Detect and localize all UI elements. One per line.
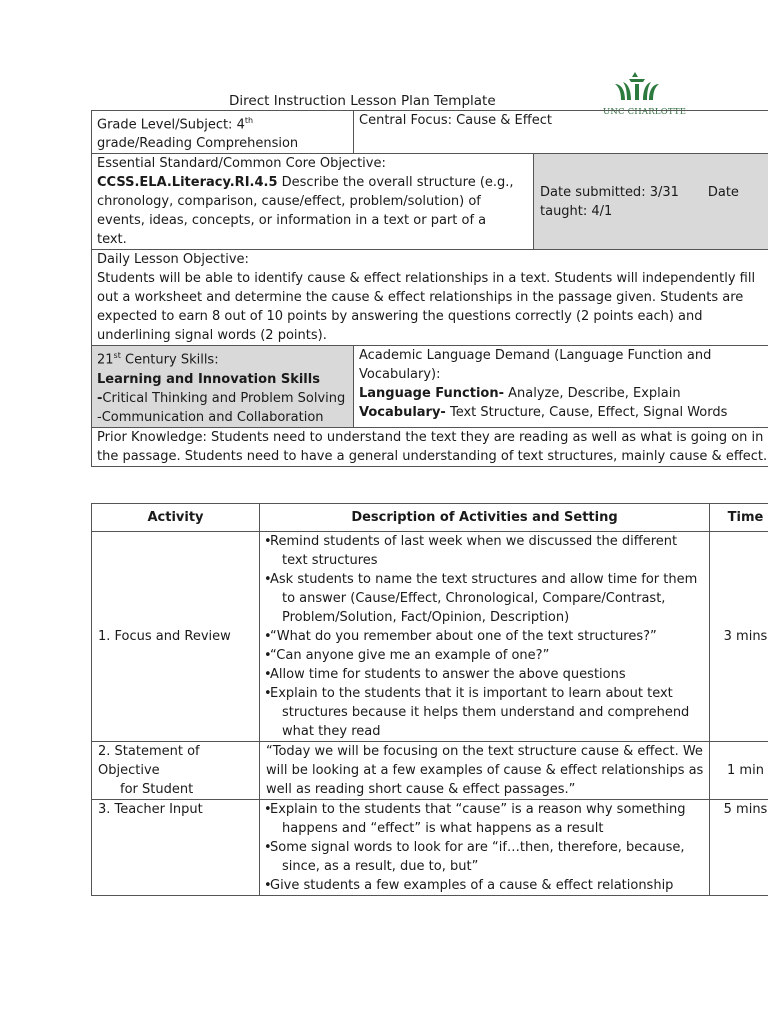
standard-label: Essential Standard/Common Core Objective: <box>97 156 386 172</box>
skill-critical-thinking: Critical Thinking and Problem Solving <box>102 390 346 406</box>
century-label: 21 <box>97 352 114 368</box>
academic-label: Academic Language Demand (Language Function and Vocabulary): <box>359 348 712 383</box>
activities-header-row <box>92 504 768 532</box>
activity-cell <box>92 742 260 800</box>
list-item <box>270 876 705 895</box>
activity-name: 2. Statement of Objective <box>98 744 200 778</box>
vocabulary: Text Structure, Cause, Effect, Signal Words <box>445 405 728 421</box>
description-cell <box>260 742 710 800</box>
grade-sup: th <box>244 116 254 125</box>
activity-name-cont: for Student <box>120 782 194 797</box>
skill1-dash: - <box>97 390 103 406</box>
list-item <box>270 570 705 627</box>
logo-text: UNC CHARLOTTE <box>603 107 687 117</box>
central-focus-cell <box>354 111 768 154</box>
time-value: 1 min <box>727 763 764 778</box>
description-cell <box>260 532 710 742</box>
time-value: 5 mins <box>723 802 768 817</box>
table-row <box>92 800 768 896</box>
date-submitted: Date submitted: 3/31 <box>540 184 679 200</box>
activities-table <box>91 503 768 896</box>
list-item <box>270 532 705 570</box>
bullet-text: • Ask students to name the text structures and allow time for them to answer (Cause/Effect, Chronological, Compare/Contrast, Problem/Solution, Fact/Opinion, Description) <box>270 572 698 625</box>
activity-name: 1. Focus and Review <box>98 629 231 644</box>
bullet-text: • Allow time for students to answer the above questions <box>270 667 626 682</box>
bullet-text: • Remind students of last week when we discussed the different text structures <box>270 534 678 568</box>
time-cell <box>710 532 768 742</box>
table-row <box>92 742 768 800</box>
page-title: Direct Instruction Lesson Plan Template <box>229 93 496 109</box>
grade-cell <box>92 111 354 154</box>
crown-icon <box>607 70 667 106</box>
century-rest: Century Skills: <box>120 352 219 368</box>
grade-label: Grade Level/Subject: 4 <box>97 117 245 133</box>
century-sup: st <box>113 351 121 361</box>
list-item <box>270 665 705 684</box>
bullet-text: • Some signal words to look for are “if…then, therefore, because, since, as a result, due to, but” <box>270 840 685 874</box>
list-item <box>270 800 705 838</box>
bullet-text: • Explain to the students that it is important to learn about text structures because it helps them understand and comprehend what they read <box>270 686 690 739</box>
daily-objective-text: Students will be able to identify cause & effect relationships in a text. Students will independently fill out a worksheet and determine the cause & effect relationships in the passage given. Students are expected to earn 8 out of 10 points by answering the questions correctly (2 points each) and underlining signal words (2 points). <box>97 271 756 344</box>
header-activity: Activity <box>92 504 260 532</box>
academic-language-cell <box>354 346 768 427</box>
header-time: Time <box>710 504 768 532</box>
lesson-info-table <box>91 110 768 467</box>
time-cell <box>710 742 768 800</box>
header-description: Description of Activities and Setting <box>260 504 710 532</box>
activity-cell <box>92 800 260 896</box>
activity-cell <box>92 532 260 742</box>
time-cell <box>710 800 768 896</box>
bullet-text: • “Can anyone give me an example of one?” <box>270 648 550 663</box>
vocabulary-label: Vocabulary- <box>359 405 446 421</box>
language-function: Analyze, Describe, Explain <box>504 386 681 402</box>
list-item <box>270 627 705 646</box>
central-focus: Central Focus: Cause & Effect <box>359 113 552 128</box>
bullet-text: • “What do you remember about one of the text structures?” <box>270 629 657 644</box>
activity-name: 3. Teacher Input <box>98 802 203 817</box>
skill-communication: -Communication and Collaboration <box>97 409 324 425</box>
daily-objective-label: Daily Lesson Objective: <box>97 252 249 268</box>
prior-knowledge-cell <box>92 427 768 466</box>
language-function-label: Language Function- <box>359 386 504 402</box>
prior-knowledge: Prior Knowledge: Students need to understand the text they are reading as well as what is going on in the passage. Students need to have a general understanding of text structures, mainly cause & effect. <box>97 429 768 464</box>
standard-text: Describe the overall structure (e.g., chronology, comparison, cause/effect, problem/solution) of events, ideas, concepts, or information in a text or part of a text. <box>97 175 514 248</box>
description-cell <box>260 800 710 896</box>
list-item <box>270 838 705 876</box>
century-skills-cell <box>92 346 354 427</box>
grade-subject: grade/Reading Comprehension <box>97 136 299 152</box>
list-item <box>270 646 705 665</box>
time-value: 3 mins <box>723 629 768 644</box>
bullet-text: • Give students a few examples of a cause & effect relationship <box>270 878 674 893</box>
dates-cell <box>534 154 768 250</box>
standard-cell <box>92 154 534 250</box>
skills-heading: Learning and Innovation Skills <box>97 371 320 387</box>
date-taught: Date taught: 4/1 <box>540 184 739 219</box>
standard-code: CCSS.ELA.Literacy.RI.4.5 <box>97 175 278 191</box>
bullet-text: • Explain to the students that “cause” is a reason why something happens and “effect” is what happens as a result <box>270 802 686 836</box>
table-row <box>92 532 768 742</box>
daily-objective-cell <box>92 250 768 346</box>
list-item <box>270 684 705 741</box>
objective-statement: “Today we will be focusing on the text structure cause & effect. We will be looking at a few examples of cause & effect relationships as well as reading short cause & effect passages.” <box>266 744 704 797</box>
